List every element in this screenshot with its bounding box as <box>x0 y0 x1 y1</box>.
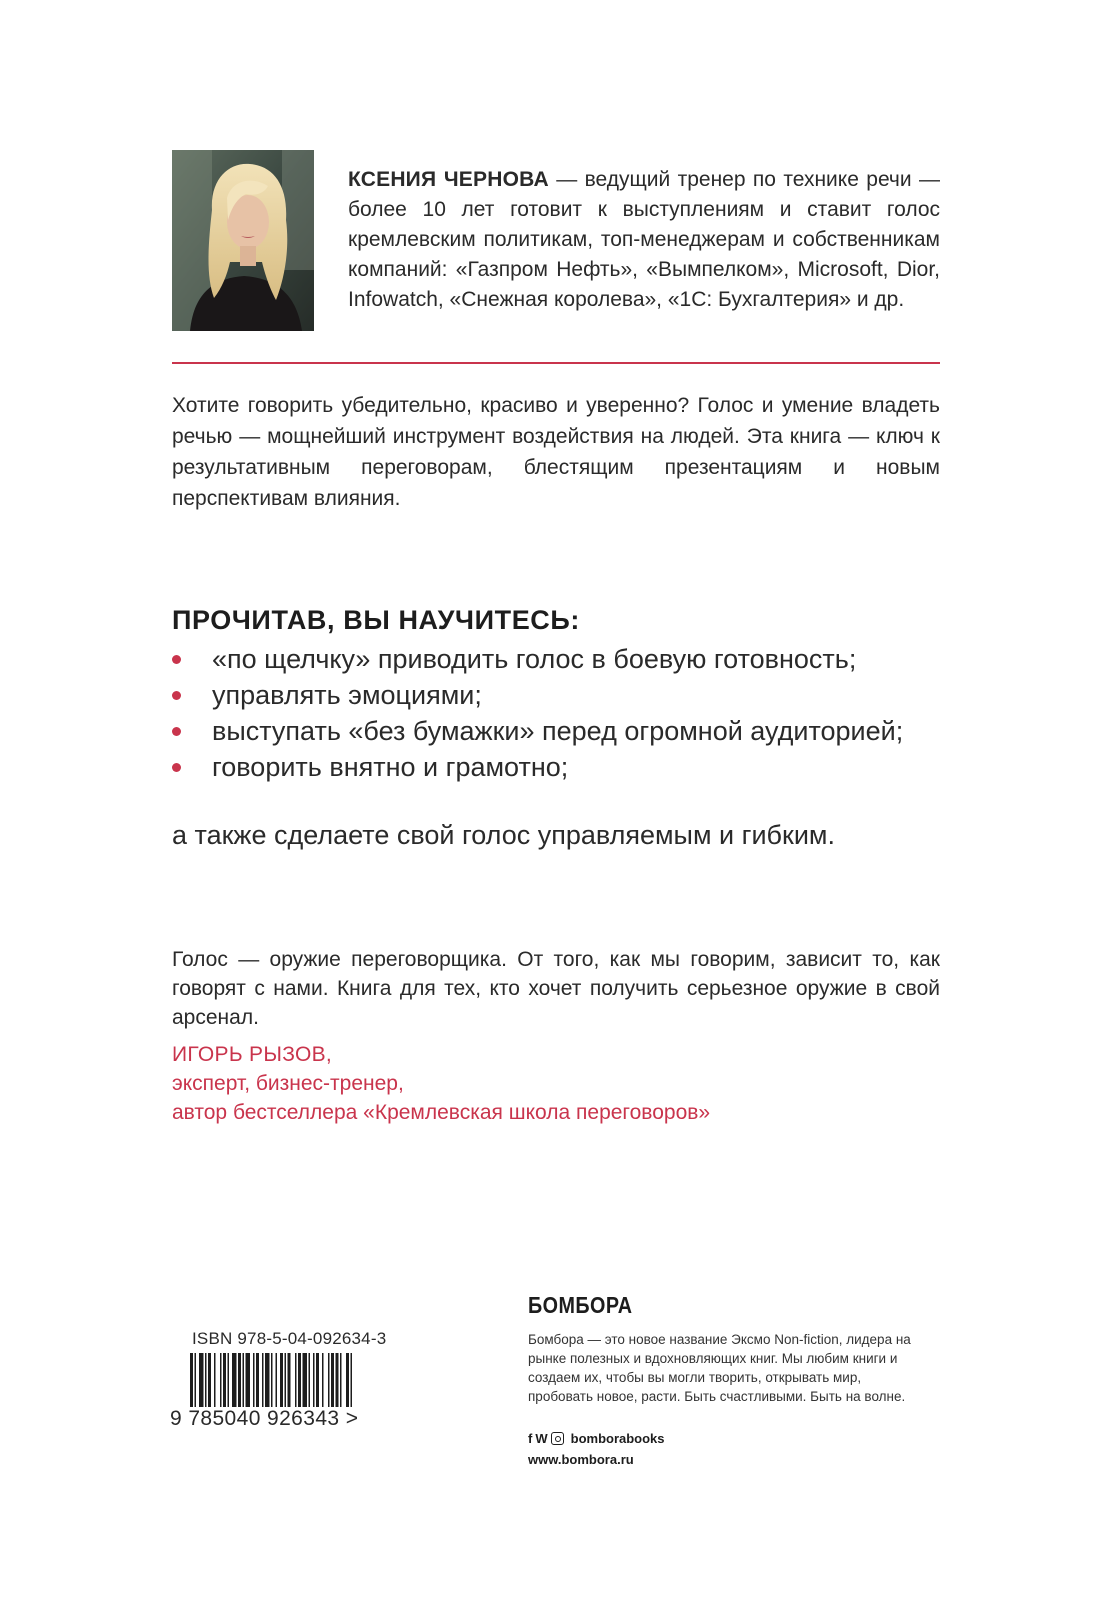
list-item-text: говорить внятно и грамотно; <box>212 752 569 782</box>
quote-author-credit: автор бестселлера «Кремлевская школа переговоров» <box>172 1101 711 1124</box>
bullet-icon <box>172 727 181 736</box>
bullet-icon <box>172 655 181 664</box>
learn-heading: ПРОЧИТАВ, ВЫ НАУЧИТЕСЬ: <box>172 605 581 635</box>
section-divider <box>172 362 940 364</box>
isbn-label: ISBN 978-5-04-092634-3 <box>192 1329 387 1348</box>
barcode <box>190 1353 402 1407</box>
barcode-icon <box>190 1353 402 1407</box>
author-name: КСЕНИЯ ЧЕРНОВА <box>348 168 549 191</box>
list-item-text: «по щелчку» приводить голос в боевую готовность; <box>212 644 857 674</box>
author-portrait-image <box>172 150 314 331</box>
quote-text: Голос — оружие переговорщика. От того, как мы говорим, зависит то, как говорят с нами. Книга для тех, кто хочет получить серьезное оружие в свой арсенал. <box>172 948 940 1029</box>
author-photo <box>172 150 314 331</box>
learn-list <box>172 642 940 786</box>
quote-author <box>172 1040 710 1127</box>
vk-icon[interactable]: W <box>535 1430 548 1446</box>
social-handle[interactable]: bomborabooks <box>570 1431 665 1446</box>
learn-footer: а также сделаете свой голос управляемым и гибким. <box>172 820 835 850</box>
list-item <box>172 750 940 785</box>
list-item <box>172 642 940 677</box>
bullet-icon <box>172 691 181 700</box>
bullet-icon <box>172 763 181 772</box>
barcode-digits: 9 785040 926343 > <box>170 1407 359 1430</box>
social-links <box>528 1431 665 1446</box>
publisher-description: Бомбора — это новое название Эксмо Non-fiction, лидера на рынке полезных и вдохновляющих книг. Мы любим книги и создаем их, чтобы вы могли творить, открывать мир, пробовать новое, расти. Быть счастливыми. Быть на волне. <box>528 1332 911 1404</box>
publisher-website[interactable]: www.bombora.ru <box>528 1452 634 1467</box>
facebook-icon[interactable]: f <box>528 1430 533 1446</box>
instagram-icon[interactable] <box>551 1432 564 1445</box>
list-item-text: выступать «без бумажки» перед огромной аудиторией; <box>212 716 904 746</box>
list-item-text: управлять эмоциями; <box>212 680 482 710</box>
author-bio <box>348 165 940 315</box>
list-item <box>172 678 940 713</box>
quote-author-role: эксперт, бизнес-тренер, <box>172 1072 404 1095</box>
intro-paragraph: Хотите говорить убедительно, красиво и уверенно? Голос и умение владеть речью — мощнейший инструмент воздействия на людей. Эта книга — ключ к результативным переговорам, блестящим презентациям и новым перспективам влияния. <box>172 394 940 510</box>
author-bio-text: — ведущий тренер по технике речи — более 10 лет готовит к выступлениям и ставит голос кремлевским политикам, топ-менеджерам и собственникам компаний: «Газпром Нефть», «Вымпелком», Microsoft, Dior, Infowatch, «Снежная королева», «1С: Бухгалтерия» и др. <box>348 168 940 311</box>
list-item <box>172 714 940 749</box>
publisher-logo: БОМБОРА <box>528 1292 633 1318</box>
quote-author-name: ИГОРЬ РЫЗОВ, <box>172 1043 333 1066</box>
